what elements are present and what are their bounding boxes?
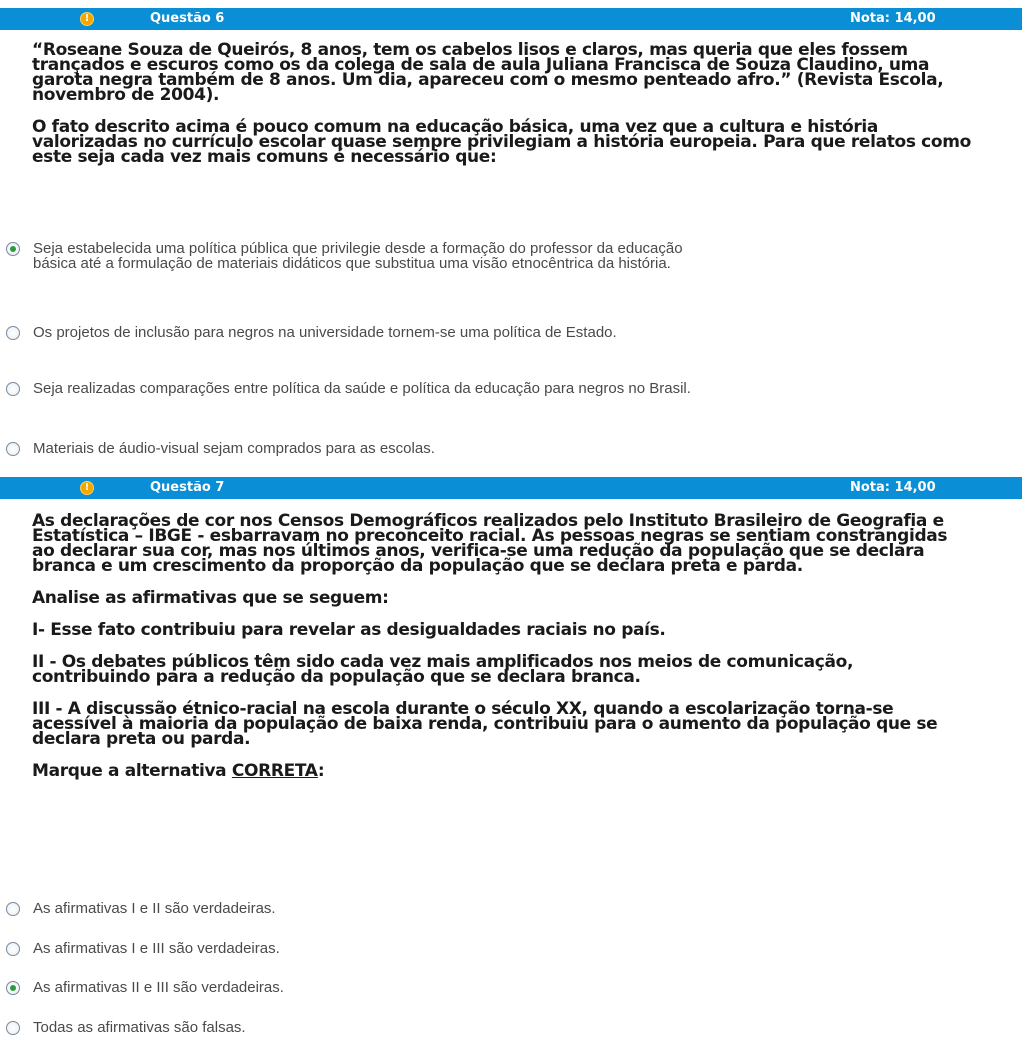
question-title: Questão 6 xyxy=(150,11,225,26)
radio-icon[interactable] xyxy=(6,382,20,396)
question-stem-6 xyxy=(32,40,972,182)
option-label: Seja estabelecida uma política pública que privilegie desde a formação do professor da educação básica até a formulação de materiais didáticos que substitua uma visão etnocêntrica da história. xyxy=(33,240,683,272)
question-grade: Nota: 14,00 xyxy=(850,480,936,495)
answer-option-6a[interactable] xyxy=(6,241,706,271)
radio-selected-icon[interactable] xyxy=(6,242,20,256)
radio-icon[interactable] xyxy=(6,326,20,340)
stem-paragraph: Analise as afirmativas que se seguem: xyxy=(32,588,389,608)
option-label: Materiais de áudio-visual sejam comprados para as escolas. xyxy=(33,440,435,457)
question-header-6 xyxy=(0,8,1022,30)
answer-option-7a[interactable] xyxy=(6,901,706,916)
option-label: Os projetos de inclusão para negros na universidade tornem-se uma política de Estado. xyxy=(33,324,617,341)
alert-icon: ! xyxy=(80,481,94,495)
question-header-7 xyxy=(0,477,1022,499)
answer-option-6b[interactable] xyxy=(6,325,706,340)
answer-option-6c[interactable] xyxy=(6,381,706,396)
radio-icon[interactable] xyxy=(6,902,20,916)
question-title: Questão 7 xyxy=(150,480,225,495)
option-label: As afirmativas I e II são verdadeiras. xyxy=(33,900,276,917)
radio-icon[interactable] xyxy=(6,942,20,956)
answer-option-7d[interactable] xyxy=(6,1020,706,1035)
answer-option-7b[interactable] xyxy=(6,941,706,956)
option-label: As afirmativas I e III são verdadeiras. xyxy=(33,940,280,957)
option-label: Seja realizadas comparações entre política da saúde e política da educação para negros no Brasil. xyxy=(33,380,691,397)
stem-paragraph: “Roseane Souza de Queirós, 8 anos, tem os cabelos lisos e claros, mas queria que eles fossem trançados e escuros como os da colega de sala de aula Juliana Francisca de Souza Claudino, uma garota negra também de 8 anos. Um dia, apareceu com o mesmo penteado afro.” (Revista Escola, novembro de 2004). xyxy=(32,40,944,105)
radio-icon[interactable] xyxy=(6,1021,20,1035)
answer-option-6d[interactable] xyxy=(6,441,706,456)
radio-selected-icon[interactable] xyxy=(6,981,20,995)
option-label: As afirmativas II e III são verdadeiras. xyxy=(33,979,284,996)
stem-paragraph: O fato descrito acima é pouco comum na educação básica, uma vez que a cultura e história valorizadas no currículo escolar quase sempre privilegiam a história europeia. Para que relatos como este seja cada vez mais comuns é necessário que: xyxy=(32,117,971,167)
alert-icon: ! xyxy=(80,12,94,26)
question-grade: Nota: 14,00 xyxy=(850,11,936,26)
statement-iii: III - A discussão étnico-racial na escola durante o século XX, quando a escolarização torna-se acessível à maioria da população de baixa renda, contribuiu para o aumento da população que se declara preta ou parda. xyxy=(32,699,938,749)
instruction-emphasis: CORRETA xyxy=(231,761,318,781)
radio-icon[interactable] xyxy=(6,442,20,456)
stem-paragraph: As declarações de cor nos Censos Demográficos realizados pelo Instituto Brasileiro de Geografia e Estatística – IBGE - esbarravam no preconceito racial. As pessoas negras se sentiam constrangidas ao declarar sua cor, mas nos últimos anos, verifica-se uma redução da população que se declara branca e um crescimento da proporção da população que se declara preta e parda. xyxy=(32,511,948,576)
question-stem-7 xyxy=(32,511,972,796)
instruction: Marque a alternativa CORRETA: xyxy=(32,761,325,781)
option-label: Todas as afirmativas são falsas. xyxy=(33,1019,246,1036)
answer-option-7c[interactable] xyxy=(6,980,706,995)
statement-i: I- Esse fato contribuiu para revelar as desigualdades raciais no país. xyxy=(32,620,666,640)
statement-ii: II - Os debates públicos têm sido cada vez mais amplificados nos meios de comunicação, contribuindo para a redução da população que se declara branca. xyxy=(32,652,854,687)
